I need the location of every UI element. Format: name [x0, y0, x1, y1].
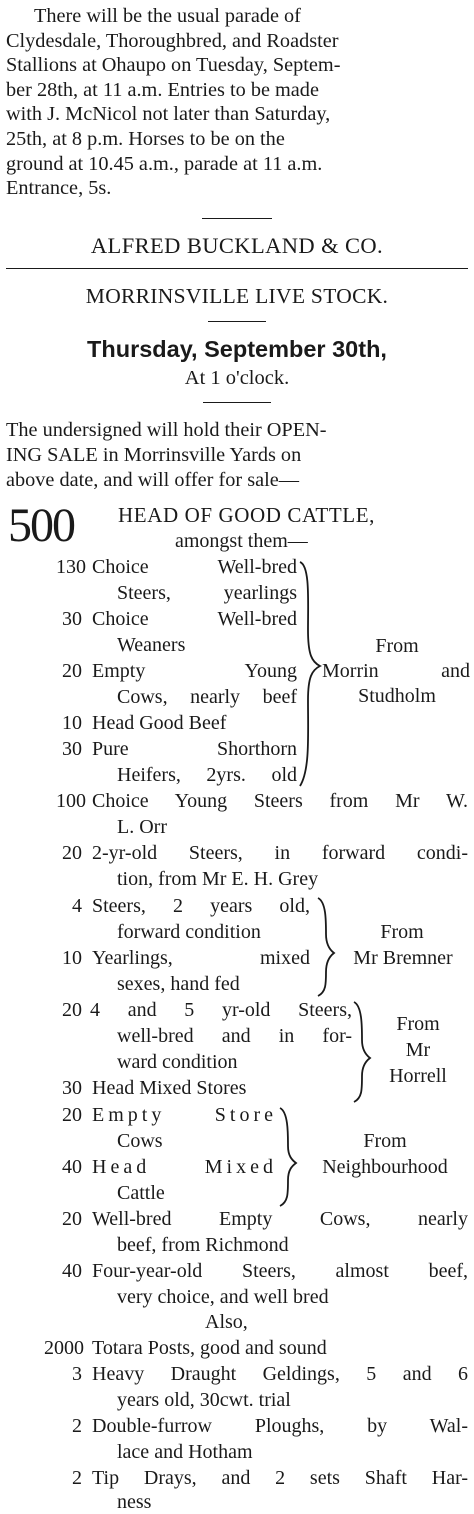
lot-description: Yearlings, mixed — [92, 947, 310, 969]
lot-description: well-bred and in for- — [117, 1025, 352, 1047]
lot-description: Four-year-old Steers, almost beef, — [92, 1260, 468, 1282]
lot-description: ness — [117, 1491, 152, 1513]
lot-quantity: 10 — [62, 947, 82, 969]
lot-quantity: 40 — [62, 1156, 82, 1178]
source-label: Neighbourhood — [322, 1156, 448, 1178]
lot-quantity: 30 — [62, 608, 82, 630]
lot-description: Choice Young Steers from Mr W. — [92, 790, 468, 812]
lot-description: sexes, hand fed — [117, 973, 240, 995]
lot-description: Totara Posts, good and sound — [92, 1337, 327, 1359]
notice-line: Stallions at Ohaupo on Tuesday, Septem- — [6, 54, 341, 77]
lot-quantity: 2000 — [44, 1337, 84, 1359]
lot-quantity: 20 — [62, 660, 82, 682]
lot-quantity: 100 — [56, 790, 86, 812]
lot-description: Steers, 2 years old, — [92, 895, 310, 917]
short-divider — [203, 402, 271, 403]
lot-description: Weaners — [117, 634, 186, 656]
notice-line: ber 28th, at 11 a.m. Entries to be made — [6, 78, 319, 101]
lot-description: L. Orr — [117, 816, 167, 838]
lot-description: very choice, and well bred — [117, 1286, 329, 1308]
lot-quantity: 130 — [56, 556, 86, 578]
brace-neighbourhood — [280, 1108, 296, 1206]
lot-description: Well-bred Empty Cows, nearly — [92, 1208, 468, 1230]
lot-quantity: 4 — [72, 895, 82, 917]
lot-quantity: 20 — [62, 999, 82, 1021]
auctioneer-firm: ALFRED BUCKLAND & CO. — [90, 233, 384, 258]
lot-description: Steers, yearlings — [117, 582, 297, 604]
lot-description: lace and Hotham — [117, 1441, 253, 1463]
brace-horrell — [354, 1002, 370, 1102]
lot-description: Head Mixed — [92, 1156, 277, 1178]
sale-title: MORRINSVILLE LIVE STOCK. — [85, 284, 389, 308]
source-label: From — [396, 1013, 440, 1035]
brace-morrin — [300, 562, 320, 786]
lot-description: tion, from Mr E. H. Grey — [117, 868, 319, 890]
short-divider — [202, 218, 272, 219]
lot-quantity: 10 — [62, 712, 82, 734]
lot-description: Heavy Draught Geldings, 5 and 6 — [92, 1363, 468, 1385]
lot-description: Cattle — [117, 1182, 165, 1204]
headline-subtitle: amongst them— — [175, 530, 308, 552]
headline-number: 500 — [8, 499, 74, 552]
lot-description: forward condition — [117, 921, 261, 943]
sale-date: Thursday, September 30th, — [87, 336, 387, 362]
lot-quantity: 20 — [62, 1104, 82, 1126]
notice-line: Clydesdale, Thoroughbred, and Roadster — [6, 29, 339, 52]
lot-description: Tip Drays, and 2 sets Shaft Har- — [92, 1467, 468, 1489]
lot-description: 4 and 5 yr-old Steers, — [90, 999, 352, 1021]
opening-sale-paragraph — [6, 418, 468, 493]
paragraph-line: above date, and will offer for sale— — [6, 469, 300, 491]
paragraph-line: ING SALE in Morrinsville Yards on — [6, 444, 302, 466]
lot-description: Double-furrow Ploughs, by Wal- — [92, 1415, 468, 1437]
lot-description: Head Mixed Stores — [92, 1077, 247, 1099]
source-label: Mr Bremner — [353, 947, 453, 969]
lot-description: Cows, nearly beef — [117, 686, 297, 708]
divider — [6, 268, 468, 269]
notice-line: ground at 10.45 a.m., parade at 11 a.m. — [6, 152, 323, 175]
lot-quantity: 40 — [62, 1260, 82, 1282]
lot-description: years old, 30cwt. trial — [117, 1389, 291, 1411]
notice-line: Entrance, 5s. — [6, 177, 112, 200]
source-label: Morrin and — [322, 660, 470, 682]
source-label: Horrell — [389, 1065, 447, 1087]
lot-quantity: 3 — [72, 1363, 82, 1385]
brace-bremner — [318, 898, 334, 996]
notice-line: There will be the usual parade of — [34, 5, 301, 27]
notice-line: 25th, at 8 p.m. Horses to be on the — [6, 127, 285, 150]
paragraph-line: The undersigned will hold their OPEN- — [6, 419, 327, 441]
lot-description: 2-yr-old Steers, in forward condi- — [92, 842, 468, 864]
lot-description: Choice Well-bred — [92, 556, 297, 578]
source-label: Studholm — [358, 685, 436, 707]
also-label: Also, — [205, 1311, 248, 1333]
lot-quantity: 30 — [62, 1077, 82, 1099]
lot-quantity: 20 — [62, 1208, 82, 1230]
lot-description: Head Good Beef — [92, 712, 227, 734]
source-label: From — [380, 921, 424, 943]
lot-quantity: 30 — [62, 738, 82, 760]
lot-description: Cows — [117, 1130, 163, 1152]
short-divider — [208, 321, 266, 322]
lot-description: Pure Shorthorn — [92, 738, 297, 760]
stallion-parade-notice — [6, 4, 468, 201]
lot-quantity: 20 — [62, 842, 82, 864]
notice-line: with J. McNicol not later than Saturday, — [6, 103, 331, 126]
lot-description: Empty Store — [92, 1104, 277, 1126]
lot-description: Empty Young — [92, 660, 297, 682]
sale-time: At 1 o'clock. — [184, 367, 290, 389]
lot-quantity: 2 — [72, 1467, 82, 1489]
lot-description: Choice Well-bred — [92, 608, 297, 630]
lot-description: Heifers, 2yrs. old — [117, 764, 297, 786]
headline-title: HEAD OF GOOD CATTLE, — [118, 503, 375, 527]
lot-description: beef, from Richmond — [117, 1234, 289, 1256]
source-label: Mr — [405, 1039, 431, 1061]
lot-quantity: 2 — [72, 1415, 82, 1437]
source-label: From — [363, 1130, 407, 1152]
source-label: From — [375, 635, 419, 657]
lot-description: ward condition — [117, 1051, 238, 1073]
